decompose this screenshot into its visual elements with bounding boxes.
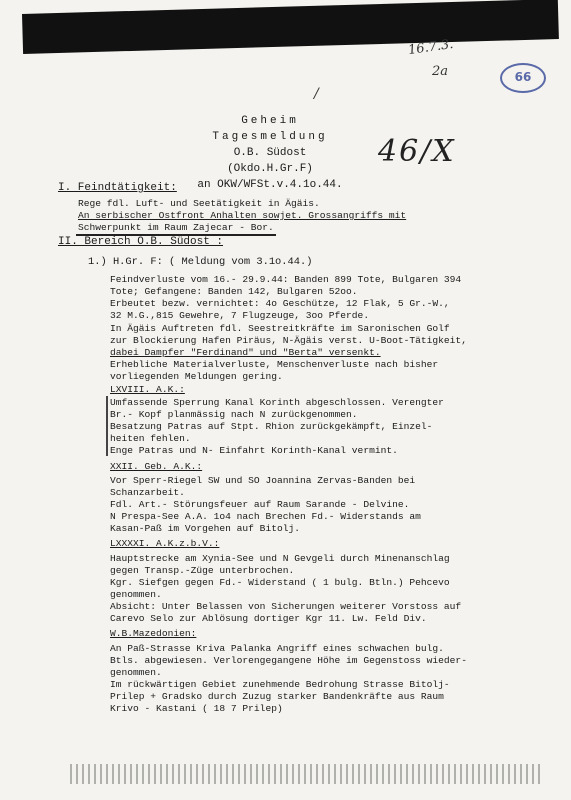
text-line: N Prespa-See A.A. 1o4 nach Brechen Fd.- Widerstands am bbox=[110, 511, 421, 522]
text-line: Enge Patras und N- Einfahrt Korinth-Kanal vermint. bbox=[110, 445, 398, 456]
text-line: Absicht: Unter Belassen von Sicherungen weiterer Vorstoss auf bbox=[110, 601, 462, 612]
text-line: dabei Dampfer "Ferdinand" und "Berta" versenkt. bbox=[110, 347, 381, 358]
classification: Geheim bbox=[241, 115, 299, 127]
text-line: Schanzarbeit. bbox=[110, 487, 185, 498]
text-line: Vor Sperr-Riegel SW und SO Joannina Zervas-Banden bei bbox=[110, 475, 416, 486]
text-line: An Paß-Strasse Kriva Palanka Angriff eines schwachen bulg. bbox=[110, 643, 444, 654]
text-line: genommen. bbox=[110, 667, 162, 678]
document-header bbox=[160, 113, 380, 193]
handwritten-reference: 46/X bbox=[378, 134, 456, 169]
text-line: Erhebliche Materialverluste, Menschenverluste nach bisher bbox=[110, 359, 439, 370]
text-line: Besatzung Patras auf Stpt. Rhion zurückgekämpft, Einzel- bbox=[110, 421, 433, 432]
command: O.B. Südost bbox=[233, 147, 307, 159]
text-line: Feindverluste vom 16.- 29.9.44: Banden 899 Tote, Bulgaren 394 bbox=[110, 274, 462, 285]
handwritten-tick: / bbox=[314, 86, 319, 102]
text-line: Hauptstrecke am Xynia-See und N Gevgeli durch Minenanschlag bbox=[110, 553, 450, 564]
text-line: Rege fdl. Luft- und Seetätigkeit in Ägäis. bbox=[78, 198, 320, 209]
corps-heading-lxxxxi: LXXXXI. A.K.z.b.V.: bbox=[110, 538, 220, 549]
corps-heading-wb-mazedonien: W.B.Mazedonien: bbox=[110, 628, 197, 639]
page-stamp: 66 bbox=[500, 63, 546, 93]
scan-edge-shadow bbox=[22, 0, 559, 54]
text-line: zur Blockierung Hafen Piräus, N-Ägäis verst. U-Boot-Tätigkeit, bbox=[110, 335, 467, 346]
corps-heading-lxviii: LXVIII. A.K.: bbox=[110, 384, 185, 395]
addressee: an OKW/WFSt.v.4.1o.44. bbox=[197, 179, 343, 191]
handwritten-date: 16.7.3. bbox=[407, 36, 455, 59]
scan-artifact bbox=[70, 764, 540, 784]
subsection-hgr-f: 1.) H.Gr. F: ( Meldung vom 3.1o.44.) bbox=[88, 256, 313, 268]
text-line: Btls. abgewiesen. Verlorengegangene Höhe im Gegenstoss wieder- bbox=[110, 655, 467, 666]
text-line: Br.- Kopf planmässig nach N zurückgenommen. bbox=[110, 409, 358, 420]
text-line: Umfassende Sperrung Kanal Korinth abgeschlossen. Verengter bbox=[110, 397, 444, 408]
text-line: Carevo Selo zur Ablösung dortiger Kgr 11. Lw. Feld Div. bbox=[110, 613, 427, 624]
text-line: Im rückwärtigen Gebiet zunehmende Bedrohung Strasse Bitolj- bbox=[110, 679, 450, 690]
text-line: In Ägäis Auftreten fdl. Seestreitkräfte im Saronischen Golf bbox=[110, 323, 450, 334]
text-line: genommen. bbox=[110, 589, 162, 600]
margin-mark bbox=[106, 396, 108, 456]
text-line: Krivo - Kastani ( 18 7 Prilep) bbox=[110, 703, 283, 714]
text-line: Schwerpunkt im Raum Zajecar - Bor. bbox=[78, 222, 274, 233]
text-line: Kasan-Paß im Vorgehen auf Bitolj. bbox=[110, 523, 300, 534]
text-line: 32 M.G.,815 Gewehre, 7 Flugzeuge, 3oo Pferde. bbox=[110, 310, 370, 321]
command-sub: (Okdo.H.Gr.F) bbox=[227, 163, 313, 175]
section-heading-feindtaetigkeit: I. Feindtätigkeit: bbox=[58, 182, 177, 194]
text-line: vorliegenden Meldungen gering. bbox=[110, 371, 283, 382]
text-line: An serbischer Ostfront Anhalten sowjet. Grossangriffs mit bbox=[78, 210, 407, 221]
text-line: Prilep + Gradsko durch Zuzug starker Bandenkräfte aus Raum bbox=[110, 691, 444, 702]
text-line: gegen Transp.-Züge unterbrochen. bbox=[110, 565, 295, 576]
text-line: heiten fehlen. bbox=[110, 433, 191, 444]
text-line: Tote; Gefangene: Banden 142, Bulgaren 52oo. bbox=[110, 286, 358, 297]
handwritten-number: 2a bbox=[432, 64, 449, 79]
corps-heading-xxii: XXII. Geb. A.K.: bbox=[110, 461, 203, 472]
text-line: Kgr. Siefgen gegen Fd.- Widerstand ( 1 bulg. Btln.) Pehcevo bbox=[110, 577, 450, 588]
section-heading-bereich: II. Bereich O.B. Südost : bbox=[58, 236, 224, 248]
text-line: Erbeutet bezw. vernichtet: 4o Geschütze, 12 Flak, 5 Gr.-W., bbox=[110, 298, 450, 309]
text-line: Fdl. Art.- Störungsfeuer auf Raum Sarande - Delvine. bbox=[110, 499, 410, 510]
report-type: Tagesmeldung bbox=[212, 131, 328, 143]
